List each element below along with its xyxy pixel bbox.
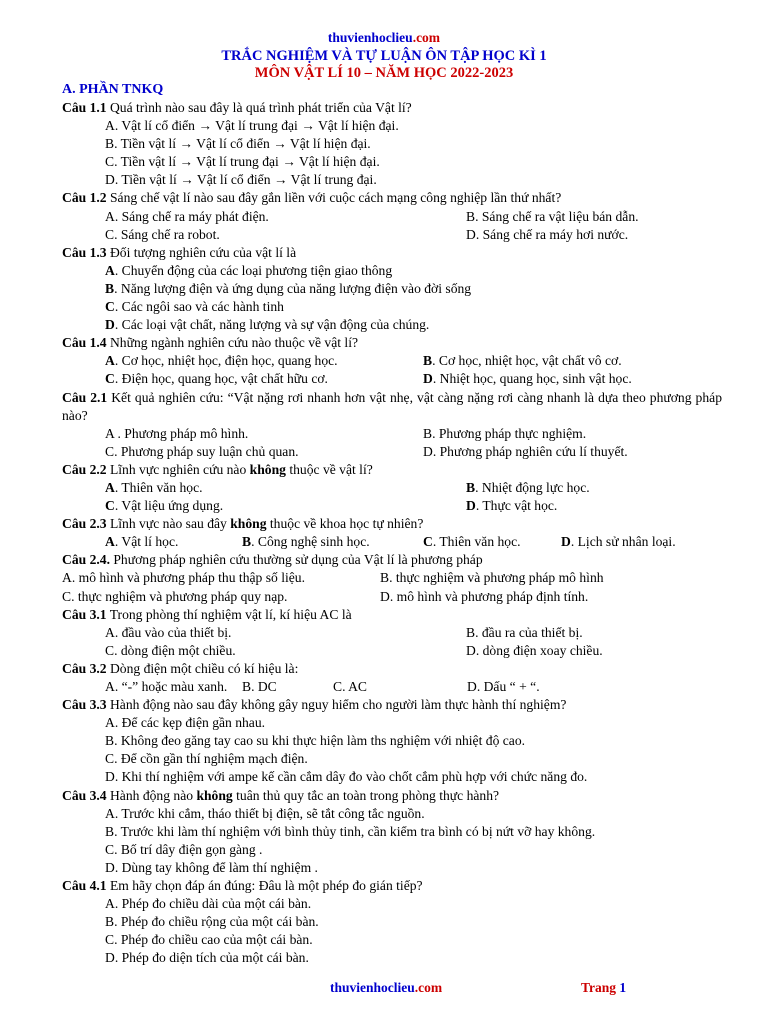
question-emphasis: không [196,787,233,803]
options-row [62,642,722,660]
question-1-4 [62,334,722,352]
option-b: B. Tiền vật lí → Vật lí cổ điển → Vật lí hiện đại. [105,136,371,152]
question-3-4 [62,787,722,805]
option-text: . Thiên văn học. [114,479,203,495]
option-a: A. Vật lí cổ điển → Vật lí trung đại → Vật lí hiện đại. [105,118,399,134]
option-b: B. Phương pháp thực nghiệm. [423,425,587,441]
question-3-2 [62,660,722,678]
option-text: . Chuyển động của các loại phương tiện giao thông [114,262,393,278]
question-number: Câu 1.2 [62,190,107,206]
option-letter: C [105,498,115,514]
option-text: . Vật liệu ứng dụng. [114,498,224,514]
question-emphasis: không [249,461,286,477]
option-d: D. Tiền vật lí → Vật lí cổ điển → Vật lí trung đại. [105,172,377,188]
question-number: Câu 1.1 [62,100,107,115]
option-b: B. Sáng chế ra vật liệu bán dẫn. [466,208,639,224]
option-b [242,533,423,551]
option-letter: A [105,262,115,278]
option-a [105,352,423,370]
option-letter: C [105,371,115,387]
question-number: Câu 3.1 [62,606,107,622]
option-text: . Các ngôi sao và các hành tinh [114,299,284,315]
options-row [62,497,722,515]
option-text: . Vật lí học. [114,534,179,550]
option-b [62,280,722,298]
question-number: Câu 3.3 [62,697,107,713]
question-number: Câu 3.4 [62,787,107,803]
option-letter: D [423,371,433,387]
question-text: Những ngành nghiên cứu nào thuộc về vật lí? [106,335,359,351]
option-b: B. Phép đo chiều rộng của một cái bàn. [105,914,319,930]
option-letter: D [105,317,115,333]
option-a: A. Để các kẹp điện gần nhau. [105,715,266,731]
option-a: A. mô hình và phương pháp thu thập số liệu. [62,570,305,586]
question-text-end: thuộc về vật lí? [285,461,373,477]
question-number: Câu 2.2 [62,461,107,477]
option-d [423,370,632,388]
option-letter: A [105,353,115,369]
question-number: Câu 2.4. [62,552,110,568]
option-letter: B [105,280,115,296]
question-text: Trong phòng thí nghiệm vật lí, kí hiệu AC là [106,606,352,622]
question-4-1 [62,877,722,895]
option-b [466,479,590,497]
option-b [423,352,622,370]
question-text: Lĩnh vực nào sau đây [106,516,231,532]
option-c: C. Sáng chế ra robot. [105,226,220,242]
option-b: B. Không đeo găng tay cao su khi thực hiện làm ths nghiệm với nhiệt độ cao. [105,733,526,749]
question-3-1 [62,606,722,624]
question-text: Đối tượng nghiên cứu của vật lí là [106,244,297,260]
option-c [105,497,466,515]
option-letter: B [423,353,433,369]
option-text: . Nhiệt động lực học. [475,479,590,495]
question-text: Dòng điện một chiều có kí hiệu là: [106,660,299,676]
options-row [62,425,722,443]
options-row [62,208,722,226]
option-c: C. Để cồn gần thí nghiệm mạch điện. [105,751,308,767]
option-d [561,533,676,551]
option-d: D. Phép đo diện tích của một cái bàn. [105,950,309,966]
option-c: C. thực nghiệm và phương pháp quy nạp. [62,588,288,604]
options-row [62,569,722,587]
options-row [62,443,722,461]
option-text: . Các loại vật chất, năng lượng và sự vận động của chúng. [114,317,430,333]
question-2-4 [62,551,722,569]
option-d: D. Dùng tay không để làm thí nghiệm . [105,859,318,875]
option-c [423,533,561,551]
question-number: Câu 1.3 [62,244,107,260]
footer-site-tld: .com [414,980,443,995]
question-number: Câu 1.4 [62,335,107,351]
option-letter: C [423,534,433,550]
document-body [62,81,722,968]
option-letter: B [242,534,252,550]
option-c: C. Bố trí dây điện gọn gàng . [105,841,263,857]
question-number: Câu 2.3 [62,516,107,532]
option-d: D. Phương pháp nghiên cứu lí thuyết. [423,443,628,459]
document-title: TRẮC NGHIỆM VÀ TỰ LUẬN ÔN TẬP HỌC KÌ 1 [221,48,547,64]
site-name[interactable] [0,30,768,46]
question-text: Em hãy chọn đáp án đúng: Đâu là một phép đo gián tiếp? [106,878,423,894]
option-text: . Lịch sử nhân loại. [570,534,676,550]
option-d: D. Dấu “ + “. [467,679,540,694]
options-row [62,352,722,370]
site-name-text: thuvienhoclieu [327,30,413,45]
option-letter: D [561,534,571,550]
question-2-3 [62,515,722,533]
options-row [62,678,722,696]
question-1-3 [62,244,722,262]
question-number: Câu 3.2 [62,660,107,676]
option-d: D. mô hình và phương pháp định tính. [380,588,589,604]
document-subtitle: MÔN VẬT LÍ 10 – NĂM HỌC 2022-2023 [254,65,514,81]
options-row [62,226,722,244]
option-a [105,479,466,497]
footer-site-text: thuvienhoclieu [330,980,415,995]
option-letter: C [105,299,115,315]
question-number: Câu 4.1 [62,878,107,894]
options-row [62,588,722,606]
option-c: C. Phép đo chiều cao của một cái bàn. [105,932,313,948]
option-a: A. Sáng chế ra máy phát điện. [105,208,269,224]
option-text: . Cơ học, nhiệt học, điện học, quang học. [114,353,338,369]
option-d [62,316,722,334]
option-c [105,370,423,388]
question-text: Sáng chế vật lí nào sau đây gắn liền với cuộc cách mạng công nghiệp lần thứ nhất? [106,190,562,206]
option-d: D. Sáng chế ra máy hơi nước. [466,226,629,242]
option-text: . Cơ học, nhiệt học, vật chất vô cơ. [432,353,622,369]
question-emphasis: không [230,516,267,532]
option-a: A . Phương pháp mô hình. [105,425,249,441]
question-1-2 [62,189,722,207]
option-text: . Nhiệt học, quang học, sinh vật học. [432,371,632,387]
option-a: A. Trước khi cắm, tháo thiết bị điện, sẽ tắt công tắc nguồn. [105,805,425,821]
question-3-3 [62,696,722,714]
option-a: A. Phép đo chiều dài của một cái bàn. [105,896,312,912]
page-indicator [581,980,626,996]
question-text: Hành động nào [106,787,197,803]
option-d: D. dòng điện xoay chiều. [466,642,603,658]
option-a [105,533,242,551]
question-text: Quá trình nào sau đây là quá trình phát triển của Vật lí? [106,100,412,115]
option-b: B. thực nghiệm và phương pháp mô hình [380,570,604,586]
question-2-2 [62,461,722,479]
footer-site-name[interactable] [330,980,442,996]
page-label: Trang [581,980,617,995]
option-c: C. Tiền vật lí → Vật lí trung đại → Vật lí hiện đại. [105,154,380,170]
question-2-1 [62,389,722,425]
question-text-end: tuân thủ quy tắc an toàn trong phòng thực hành? [232,787,500,803]
options-row [62,479,722,497]
option-letter: B [466,479,476,495]
options-row [62,624,722,642]
option-b: B. Trước khi làm thí nghiệm với bình thủy tinh, cần kiểm tra bình có bị nứt vỡ hay không. [105,823,596,839]
question-text: Phương pháp nghiên cứu thường sử dụng của Vật lí là phương pháp [109,552,483,568]
option-text: . Thực vật học. [475,498,558,514]
option-c [62,298,722,316]
option-b: B. đầu ra của thiết bị. [466,624,583,640]
option-b: B. DC [242,679,277,694]
option-letter: D [466,498,476,514]
option-a [62,262,722,280]
option-d [466,497,557,515]
question-text: Lĩnh vực nghiên cứu nào [106,461,250,477]
option-a: A. đầu vào của thiết bị. [105,624,232,640]
question-text: Kết quả nghiên cứu: “Vật nặng rơi nhanh hơn vật nhẹ, vật càng nặng rơi càng nhanh là dựa theo phương pháp nào? [62,389,722,423]
options-row [62,370,722,388]
option-text: . Điện học, quang học, vật chất hữu cơ. [114,371,328,387]
options-row [62,533,722,551]
site-tld: .com [412,30,441,45]
question-text: Hành động nào sau đây không gây nguy hiểm cho người làm thực hành thí nghiệm? [106,697,567,713]
option-a: A. “-” hoặc màu xanh. [105,679,228,694]
page-number: 1 [619,980,627,995]
option-c: C. Phương pháp suy luận chủ quan. [105,443,299,459]
option-letter: A [105,479,115,495]
question-text-end: thuộc về khoa học tự nhiên? [266,516,424,532]
option-letter: A [105,534,115,550]
option-text: . Công nghệ sinh học. [251,534,370,550]
question-number: Câu 2.1 [62,389,108,405]
option-text: . Thiên văn học. [432,534,521,550]
option-text: . Năng lượng điện và ứng dụng của năng lượng điện vào đời sống [114,280,472,296]
section-title: A. PHẦN TNKQ [62,82,164,97]
option-c: C. dòng điện một chiều. [105,642,236,658]
option-c: C. AC [333,679,367,694]
document-header [0,30,768,82]
option-d: D. Khi thí nghiệm với ampe kế cần cắm dây đo vào chốt cắm phù hợp với chức năng đo. [105,769,588,785]
question-1-1 [62,99,722,117]
